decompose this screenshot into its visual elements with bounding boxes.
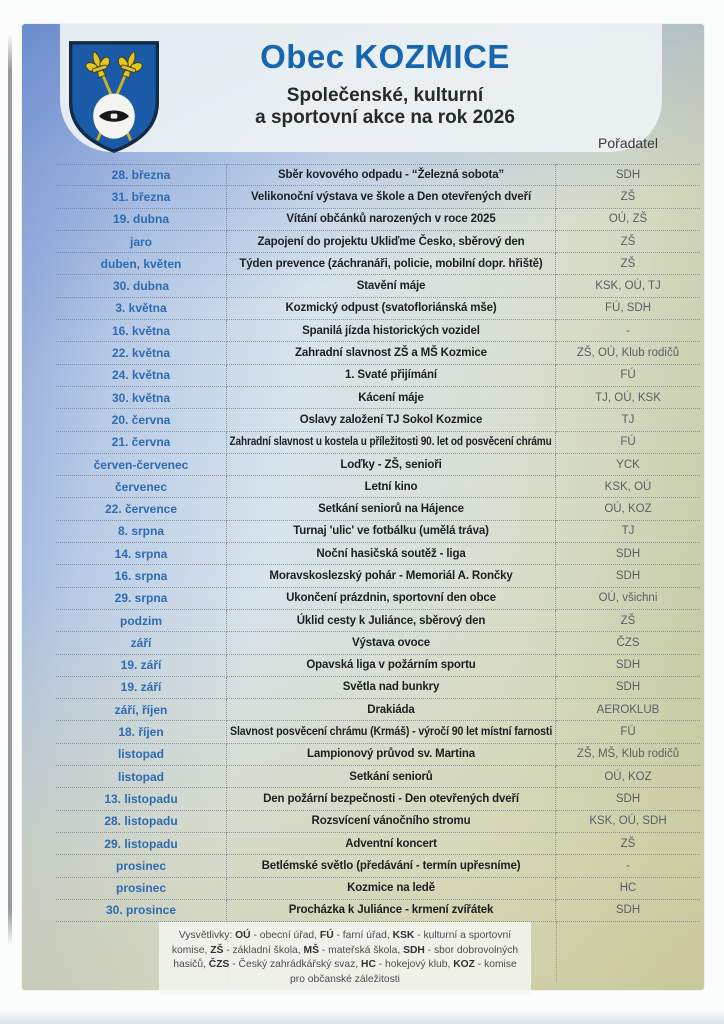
event-date-cell: [56, 655, 227, 677]
event-title: Slavnost posvěcení chrámu (Krmáš) - výročí 90 let místní farnosti: [229, 726, 553, 739]
event-date: 19. září: [120, 680, 162, 695]
event-date: listopad: [117, 747, 164, 762]
event-organizer: -: [626, 859, 630, 872]
event-title: Lampionový průvod sv. Martina: [307, 748, 475, 761]
event-organizer: SDH: [615, 681, 641, 694]
event-title-cell: [227, 900, 556, 922]
table-row: [56, 565, 700, 587]
table-row: [56, 164, 700, 186]
table-row: [56, 900, 700, 922]
event-organizer: ZŠ: [620, 235, 636, 248]
event-date: 29. listopadu: [104, 836, 178, 851]
scanner-edge-artifact: [8, 34, 12, 946]
event-date-cell: [56, 409, 227, 431]
event-title-cell: [227, 454, 556, 476]
event-date-cell: [56, 610, 227, 632]
event-title: Zahradní slavnost ZŠ a MŠ Kozmice: [295, 347, 487, 360]
event-title: Setkání seniorů: [349, 770, 433, 783]
events-table: [56, 164, 700, 922]
event-organizer: SDH: [615, 904, 641, 917]
event-organizer: ZŠ, MŠ, Klub rodičů: [576, 748, 680, 761]
event-organizer: TJ, OÚ, KSK: [595, 391, 661, 404]
event-organizer: AEROKLUB: [596, 703, 660, 716]
event-date-cell: [56, 833, 227, 855]
subtitle-line-2: a sportovní akce na rok 2026: [255, 107, 515, 129]
event-organizer-cell: [556, 387, 700, 409]
event-title-cell: [227, 186, 556, 208]
event-title: Světla nad bunkry: [342, 681, 440, 694]
event-organizer: FÚ: [620, 369, 636, 382]
legend-abbr: SDH: [403, 944, 425, 956]
event-title-cell: [227, 677, 556, 699]
table-row: [56, 699, 700, 721]
event-date-cell: [56, 677, 227, 699]
event-date: 18. říjen: [118, 725, 164, 740]
event-date: 30. května: [111, 390, 171, 405]
table-row: [56, 209, 700, 231]
event-organizer: KSK, OÚ, TJ: [595, 280, 661, 293]
event-organizer-cell: [556, 721, 700, 743]
event-date-cell: [56, 811, 227, 833]
event-title-cell: [227, 788, 556, 810]
event-date: 19. dubna: [112, 212, 169, 227]
legend-abbr: MŠ: [303, 944, 319, 956]
event-organizer: FÚ: [620, 436, 636, 449]
table-row: [56, 387, 700, 409]
event-organizer-cell: [556, 588, 700, 610]
legend-abbr: KOZ: [453, 959, 475, 971]
event-organizer-cell: [556, 699, 700, 721]
event-date-cell: [56, 298, 227, 320]
event-organizer: ZŠ: [620, 614, 636, 627]
event-organizer: KSK, OÚ: [604, 480, 652, 493]
event-title: Kozmice na ledě: [347, 882, 435, 895]
event-date-cell: [56, 275, 227, 297]
event-title: Vítání občánků narozených v roce 2025: [286, 213, 496, 226]
event-title-cell: [227, 588, 556, 610]
event-organizer: OÚ, KOZ: [604, 503, 652, 516]
event-title-cell: [227, 320, 556, 342]
table-row: [56, 342, 700, 364]
event-date-cell: [56, 766, 227, 788]
event-organizer: SDH: [615, 659, 641, 672]
event-title-cell: [227, 498, 556, 520]
event-organizer-cell: [556, 342, 700, 364]
event-organizer: HC: [619, 882, 637, 895]
event-title-cell: [227, 275, 556, 297]
organizer-column-header: Pořadatel: [598, 135, 658, 151]
event-date: podzim: [120, 613, 162, 628]
event-title: Výstava ovoce: [352, 636, 430, 649]
event-title: Ukončení prázdnin, sportovní den obce: [286, 592, 496, 605]
event-date-cell: [56, 699, 227, 721]
event-title: Úklid cesty k Juliánce, sběrový den: [296, 614, 486, 627]
event-organizer-cell: [556, 209, 700, 231]
event-date: září: [130, 635, 152, 650]
event-date: 13. listopadu: [104, 791, 178, 806]
event-title: Rozsvícení vánočního stromu: [311, 815, 471, 828]
event-date: červen-červenec: [93, 457, 189, 472]
table-row: [56, 253, 700, 275]
event-organizer-cell: [556, 365, 700, 387]
legend-abbr: ČZS: [208, 959, 230, 971]
event-date: prosinec: [115, 881, 166, 896]
event-date: 22. května: [111, 346, 171, 361]
event-title: Kozmický odpust (svatofloriánská mše): [285, 302, 497, 315]
event-title: Drakiáda: [367, 703, 415, 716]
table-row: [56, 365, 700, 387]
event-date: 21. června: [111, 435, 171, 450]
event-date-cell: [56, 365, 227, 387]
event-title: Zahradní slavnost u kostela u příležitosti 90. let od posvěcení chrámu: [229, 436, 553, 449]
event-organizer-cell: [556, 610, 700, 632]
table-row: [56, 476, 700, 498]
event-date: 29. srpna: [114, 591, 168, 606]
event-title-cell: [227, 476, 556, 498]
event-organizer-cell: [556, 186, 700, 208]
event-title-cell: [227, 744, 556, 766]
event-organizer: KSK, OÚ, SDH: [589, 815, 667, 828]
legend-abbr: HC: [361, 959, 376, 971]
event-title-cell: [227, 298, 556, 320]
table-row: [56, 721, 700, 743]
event-date: prosinec: [115, 858, 166, 873]
event-title: Loďky - ZŠ, senioři: [340, 458, 442, 471]
event-organizer-cell: [556, 878, 700, 900]
event-date-cell: [56, 231, 227, 253]
event-date: 31. března: [111, 189, 171, 204]
event-organizer: -: [626, 324, 630, 337]
event-title-cell: [227, 655, 556, 677]
event-title: Den požární bezpečnosti - Den otevřených dveří: [263, 792, 519, 805]
event-title-cell: [227, 543, 556, 565]
event-title-cell: [227, 231, 556, 253]
event-organizer-cell: [556, 320, 700, 342]
page-title: Obec KOZMICE: [260, 38, 510, 75]
event-organizer: SDH: [615, 569, 641, 582]
event-title: Procházka k Juliánce - krmení zvířátek: [288, 904, 494, 917]
event-title: Spanilá jízda historických vozidel: [302, 324, 480, 337]
event-organizer: TJ: [621, 413, 635, 426]
event-date: 28. března: [111, 168, 171, 183]
event-date-cell: [56, 900, 227, 922]
event-title: Betlémské světlo (předávání - termín upřesníme): [261, 859, 521, 872]
table-row: [56, 744, 700, 766]
table-row: [56, 521, 700, 543]
event-organizer: FÚ, SDH: [605, 302, 651, 315]
event-date-cell: [56, 454, 227, 476]
kozmice-coat-of-arms-icon: [64, 36, 164, 158]
event-organizer: SDH: [615, 792, 641, 805]
event-title: Opavská liga v požárním sportu: [306, 659, 476, 672]
event-date: jaro: [129, 234, 152, 249]
event-date-cell: [56, 878, 227, 900]
event-title-cell: [227, 432, 556, 454]
event-organizer: ČZS: [616, 636, 640, 649]
legend-abbr: OÚ: [235, 930, 251, 941]
event-organizer-cell: [556, 677, 700, 699]
table-row: [56, 498, 700, 520]
event-organizer-cell: [556, 498, 700, 520]
event-title-cell: [227, 721, 556, 743]
event-organizer-cell: [556, 788, 700, 810]
event-organizer: OÚ, ZŠ: [608, 213, 648, 226]
event-title-cell: [227, 878, 556, 900]
event-title-cell: [227, 565, 556, 587]
event-date: 20. června: [111, 412, 171, 427]
event-title: Turnaj 'ulic' ve fotbálku (umělá tráva): [293, 525, 489, 538]
table-row: [56, 231, 700, 253]
table-row: [56, 610, 700, 632]
event-date-cell: [56, 186, 227, 208]
event-date-cell: [56, 476, 227, 498]
event-organizer-cell: [556, 164, 700, 186]
event-date-cell: [56, 498, 227, 520]
legend-box: [159, 922, 531, 994]
event-organizer-cell: [556, 766, 700, 788]
event-organizer-cell: [556, 298, 700, 320]
table-row: [56, 632, 700, 654]
event-organizer: TJ: [621, 525, 635, 538]
table-row: [56, 788, 700, 810]
subtitle-line-1: Společenské, kulturní: [286, 85, 484, 106]
event-date: 22. července: [104, 502, 178, 517]
event-date: 14. srpna: [114, 546, 168, 561]
event-date: listopad: [117, 769, 164, 784]
event-title-cell: [227, 409, 556, 431]
event-title-cell: [227, 387, 556, 409]
event-organizer-cell: [556, 900, 700, 922]
event-organizer-cell: [556, 632, 700, 654]
event-organizer: ZŠ: [620, 257, 636, 270]
event-title-cell: [227, 164, 556, 186]
event-organizer: FÚ: [620, 726, 636, 739]
event-title-cell: [227, 209, 556, 231]
table-row: [56, 543, 700, 565]
event-date-cell: [56, 721, 227, 743]
event-date-cell: [56, 342, 227, 364]
table-row: [56, 833, 700, 855]
event-date-cell: [56, 320, 227, 342]
event-organizer-cell: [556, 432, 700, 454]
event-organizer-cell: [556, 811, 700, 833]
event-title-cell: [227, 833, 556, 855]
title-block: [170, 38, 600, 129]
table-row: [56, 811, 700, 833]
event-organizer-cell: [556, 744, 700, 766]
event-organizer-cell: [556, 454, 700, 476]
event-date-cell: [56, 632, 227, 654]
event-organizer-cell: [556, 476, 700, 498]
event-title-cell: [227, 253, 556, 275]
event-organizer: OÚ, všichni: [598, 592, 658, 605]
page-subtitle: [170, 85, 600, 129]
table-row: [56, 766, 700, 788]
event-title: Zapojení do projektu Ukliďme Česko, sběrový den: [257, 235, 525, 248]
event-title-cell: [227, 365, 556, 387]
event-title: 1. Svaté přijímání: [345, 369, 437, 382]
event-organizer: ZŠ: [620, 837, 636, 850]
legend-items: OÚ - obecní úřad, FÚ - farní úřad, KSK - kulturní a sportovní komise, ZŠ - základní škola, MŠ - mateřská škola, SDH - sbor dobrovolných hasičů, ČZS - Český zahrádkářský svaz, HC - hokejový klub, KOZ - komise pro občanské záležitosti: [171, 930, 519, 985]
event-date: 3. května: [115, 301, 167, 316]
event-date-cell: [56, 164, 227, 186]
event-date: 16. srpna: [114, 568, 168, 583]
table-row: [56, 186, 700, 208]
event-title-cell: [227, 610, 556, 632]
table-row: [56, 878, 700, 900]
event-organizer: YCK: [616, 458, 640, 471]
event-title: Sběr kovového odpadu - “Železná sobota”: [277, 169, 505, 182]
event-title: Adventní koncert: [345, 837, 437, 850]
event-organizer-cell: [556, 275, 700, 297]
event-title-cell: [227, 632, 556, 654]
event-date: 28. listopadu: [104, 814, 178, 829]
event-date-cell: [56, 387, 227, 409]
event-title-cell: [227, 766, 556, 788]
event-title: Velikonoční výstava ve škole a Den otevřených dveří: [251, 190, 531, 203]
legend-prefix: Vysvětlivky:: [178, 930, 233, 941]
event-date: 16. května: [111, 323, 171, 338]
event-title-cell: [227, 342, 556, 364]
event-organizer: OÚ, KOZ: [604, 770, 652, 783]
table-row: [56, 677, 700, 699]
table-row: [56, 855, 700, 877]
event-title: Moravskoslezský pohár - Memoriál A. Rončky: [269, 569, 513, 582]
column-separator-extension: [556, 922, 557, 982]
event-date-cell: [56, 744, 227, 766]
event-title: Týden prevence (záchranáři, policie, mobilní dopr. hřiště): [239, 257, 543, 270]
event-title-cell: [227, 521, 556, 543]
event-organizer: SDH: [615, 169, 641, 182]
event-date-cell: [56, 209, 227, 231]
event-title: Letní kino: [364, 480, 418, 493]
poster-page: [22, 24, 704, 990]
table-row: [56, 275, 700, 297]
event-date-cell: [56, 432, 227, 454]
event-title: Setkání seniorů na Hájence: [318, 503, 464, 516]
event-organizer: ZŠ: [620, 190, 636, 203]
event-date-cell: [56, 788, 227, 810]
table-row: [56, 298, 700, 320]
event-date: září, říjen: [114, 702, 168, 717]
scanner-bottom-artifact: [0, 1010, 724, 1024]
event-organizer-cell: [556, 833, 700, 855]
event-date-cell: [56, 253, 227, 275]
event-title: Kácení máje: [358, 391, 424, 404]
table-row: [56, 655, 700, 677]
event-date-cell: [56, 565, 227, 587]
event-date: červenec: [114, 479, 168, 494]
event-title-cell: [227, 811, 556, 833]
table-row: [56, 588, 700, 610]
table-row: [56, 409, 700, 431]
event-title: Stavění máje: [356, 280, 426, 293]
table-row: [56, 454, 700, 476]
table-row: [56, 432, 700, 454]
event-date: 19. září: [120, 658, 162, 673]
event-title: Noční hasičská soutěž - liga: [316, 547, 466, 560]
event-organizer-cell: [556, 855, 700, 877]
event-date: 30. dubna: [112, 279, 169, 294]
event-title-cell: [227, 699, 556, 721]
event-date: 8. srpna: [117, 524, 165, 539]
event-date-cell: [56, 521, 227, 543]
event-date-cell: [56, 855, 227, 877]
event-organizer-cell: [556, 521, 700, 543]
legend-abbr: KSK: [392, 930, 415, 941]
legend-abbr: ZŠ: [210, 944, 224, 956]
event-date: 24. května: [111, 368, 171, 383]
event-organizer-cell: [556, 409, 700, 431]
legend-abbr: FÚ: [319, 930, 334, 941]
event-title: Oslavy založení TJ Sokol Kozmice: [299, 413, 483, 426]
event-date-cell: [56, 588, 227, 610]
event-title-cell: [227, 855, 556, 877]
event-organizer: SDH: [615, 547, 641, 560]
event-organizer-cell: [556, 253, 700, 275]
event-date-cell: [56, 543, 227, 565]
event-date: duben, květen: [100, 256, 182, 271]
event-date: 30. prosince: [105, 903, 177, 918]
event-organizer-cell: [556, 543, 700, 565]
event-organizer-cell: [556, 655, 700, 677]
event-organizer: ZŠ, OÚ, Klub rodičů: [576, 347, 680, 360]
table-row: [56, 320, 700, 342]
event-organizer-cell: [556, 231, 700, 253]
event-organizer-cell: [556, 565, 700, 587]
